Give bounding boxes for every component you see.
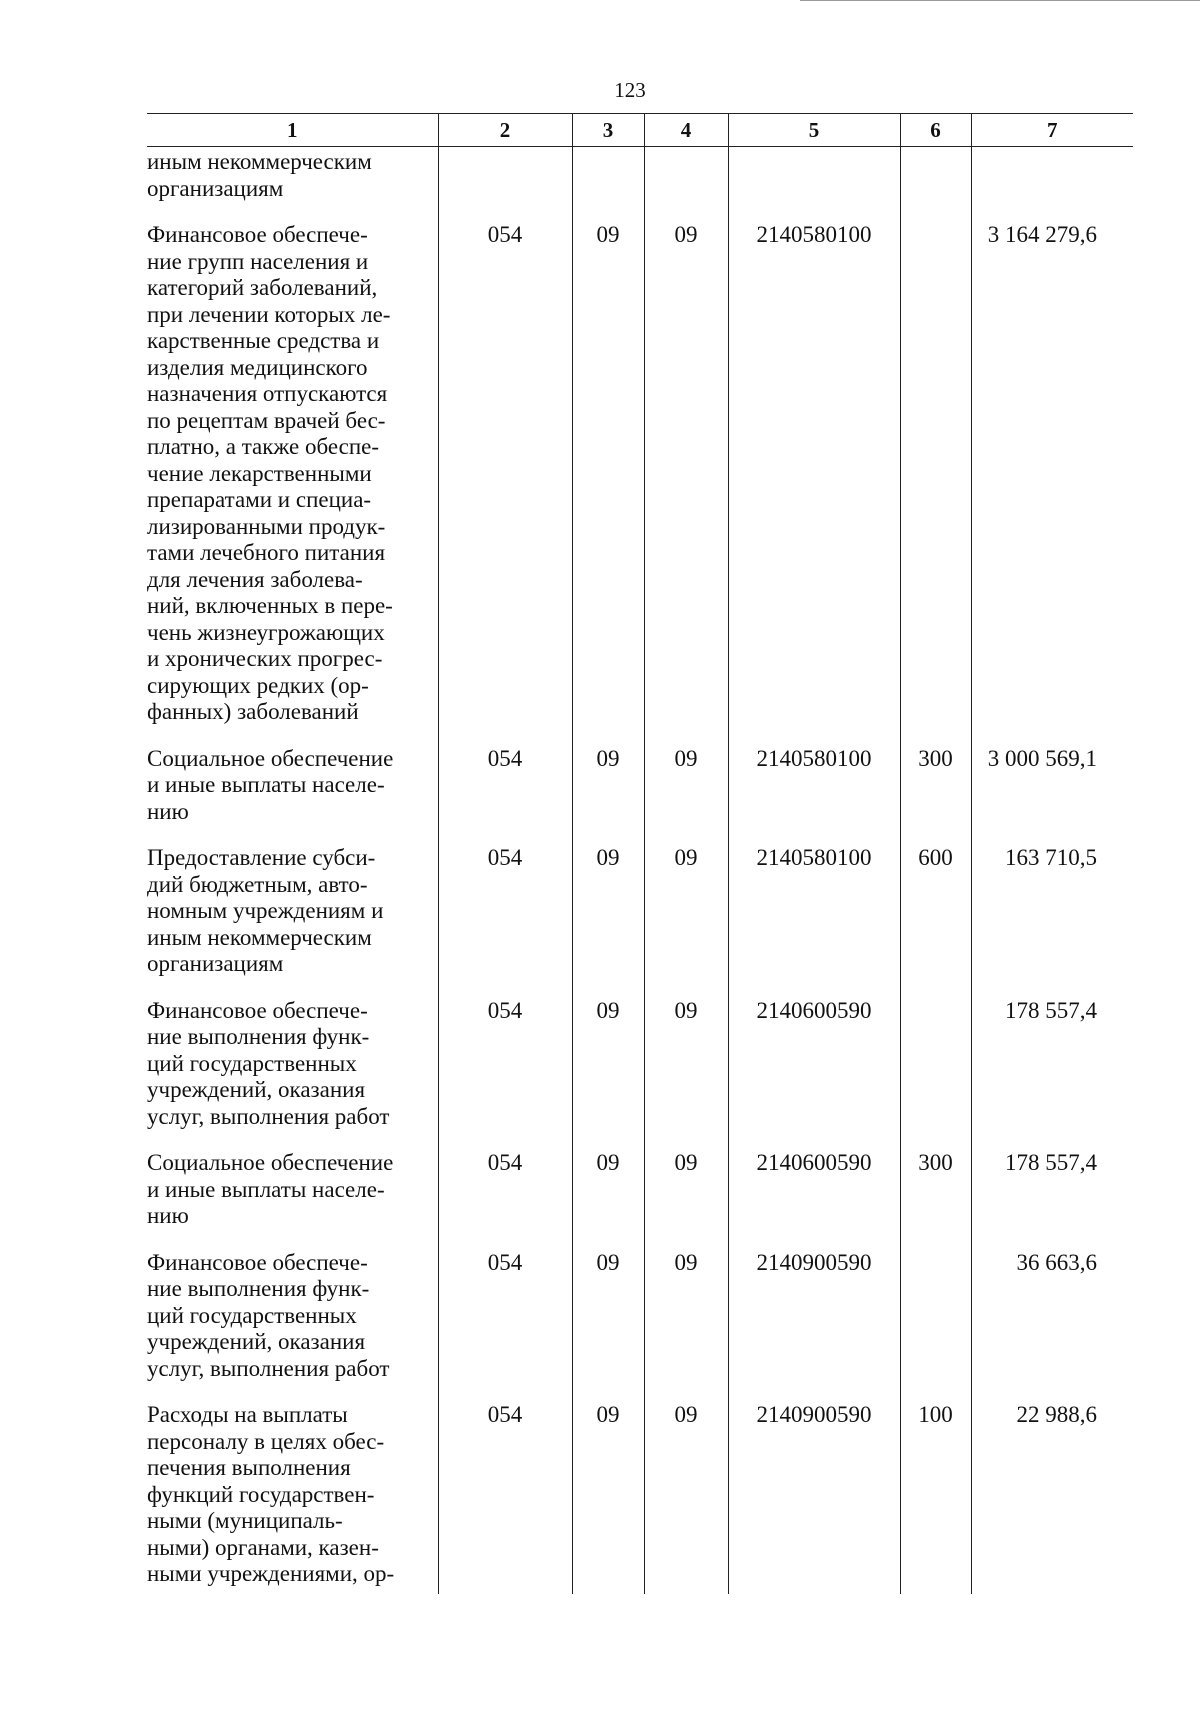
row-name-line: печения выполнения	[147, 1455, 351, 1480]
amount-cell: 163 710,5	[971, 835, 1133, 988]
row-name-line: персоналу в целях обес-	[147, 1428, 385, 1454]
table-row	[147, 147, 1133, 213]
section-code-cell: 09	[572, 1140, 644, 1240]
row-name-line: при лечении которых ле-	[147, 301, 391, 327]
row-name-line: услуг, выполнения работ	[147, 1103, 390, 1129]
row-name-line: ций государственных	[147, 1302, 357, 1328]
row-name-line: и иные выплаты населе-	[147, 1176, 385, 1202]
row-name-line: и иные выплаты населе-	[147, 772, 385, 797]
row-name-line: Предоставление субси-	[147, 845, 376, 870]
column-header: 1	[147, 114, 438, 147]
ministry-code-cell: 054	[438, 1240, 572, 1393]
target-article-cell: 2140580100	[728, 736, 900, 836]
ministry-code-cell: 054	[438, 1140, 572, 1240]
table-row	[147, 1392, 1133, 1594]
row-name-line: ние групп населения и	[147, 248, 369, 274]
amount-cell: 3 164 279,6	[971, 212, 1133, 736]
row-name-line: организациям	[147, 951, 284, 976]
row-name-line: чень жизнеугрожающих	[147, 619, 385, 645]
expense-type-cell	[900, 212, 971, 736]
row-name-line: Расходы на выплаты	[147, 1402, 348, 1427]
subsection-code-cell: 09	[644, 1392, 728, 1594]
row-name-line: нию	[147, 1203, 189, 1228]
row-name-line: для лечения заболева-	[147, 566, 363, 592]
row-name-line: учреждений, оказания	[147, 1329, 366, 1354]
column-header: 3	[572, 114, 644, 147]
table-row	[147, 1140, 1133, 1240]
row-name-line: и хронических прогрес-	[147, 646, 383, 671]
table-row	[147, 212, 1133, 736]
section-code-cell: 09	[572, 212, 644, 736]
row-name-cell	[147, 212, 438, 736]
target-article-cell: 2140900590	[728, 1392, 900, 1594]
section-code-cell: 09	[572, 988, 644, 1141]
subsection-code-cell	[644, 147, 728, 213]
section-code-cell	[572, 147, 644, 213]
ministry-code-cell: 054	[438, 988, 572, 1141]
amount-cell: 22 988,6	[971, 1392, 1133, 1594]
row-name-line: изделия медицинского	[147, 354, 368, 380]
table-row	[147, 736, 1133, 836]
amount-cell: 36 663,6	[971, 1240, 1133, 1393]
ministry-code-cell	[438, 147, 572, 213]
expense-type-cell: 300	[900, 1140, 971, 1240]
expense-type-cell	[900, 988, 971, 1141]
column-header: 4	[644, 114, 728, 147]
row-name-line: по рецептам врачей бес-	[147, 407, 386, 433]
page-number: 123	[614, 78, 646, 102]
row-name-cell	[147, 988, 438, 1141]
row-name-line: дий бюджетным, авто-	[147, 871, 368, 897]
amount-cell: 3 000 569,1	[971, 736, 1133, 836]
row-name-cell	[147, 1392, 438, 1594]
row-name-line: Финансовое обеспече-	[147, 997, 368, 1023]
subsection-code-cell: 09	[644, 1140, 728, 1240]
section-code-cell: 09	[572, 835, 644, 988]
amount-cell: 178 557,4	[971, 1140, 1133, 1240]
section-code-cell: 09	[572, 736, 644, 836]
subsection-code-cell: 09	[644, 1240, 728, 1393]
ministry-code-cell: 054	[438, 212, 572, 736]
row-name-line: категорий заболеваний,	[147, 275, 378, 300]
row-name-line: ние выполнения функ-	[147, 1024, 370, 1049]
subsection-code-cell: 09	[644, 835, 728, 988]
column-header: 7	[971, 114, 1133, 147]
expense-type-cell: 100	[900, 1392, 971, 1594]
subsection-code-cell: 09	[644, 212, 728, 736]
row-name-cell	[147, 1240, 438, 1393]
row-name-line: нию	[147, 798, 189, 824]
ministry-code-cell: 054	[438, 835, 572, 988]
row-name-line: ными (муниципаль-	[147, 1508, 343, 1533]
column-header: 2	[438, 114, 572, 147]
table-row	[147, 835, 1133, 988]
row-name-line: ными) органами, казен-	[147, 1534, 379, 1560]
row-name-line: номным учреждениям и	[147, 898, 384, 923]
row-name-line: иным некоммерческим	[147, 924, 372, 950]
row-name-line: иным некоммерческим	[147, 149, 372, 174]
row-name-line: ными учреждениями, ор-	[147, 1561, 395, 1586]
table-row	[147, 988, 1133, 1141]
target-article-cell: 2140580100	[728, 835, 900, 988]
section-code-cell: 09	[572, 1392, 644, 1594]
row-name-line: ние выполнения функ-	[147, 1276, 370, 1301]
target-article-cell	[728, 147, 900, 213]
row-name-cell	[147, 1140, 438, 1240]
row-name-line: функций государствен-	[147, 1481, 375, 1507]
row-name-cell	[147, 736, 438, 836]
row-name-line: Финансовое обеспече-	[147, 1249, 368, 1275]
row-name-line: лизированными продук-	[147, 513, 386, 539]
row-name-cell	[147, 147, 438, 213]
amount-cell	[971, 147, 1133, 213]
expense-type-cell	[900, 1240, 971, 1393]
expense-type-cell: 600	[900, 835, 971, 988]
budget-table	[147, 113, 1133, 1594]
row-name-line: карственные средства и	[147, 328, 380, 353]
subsection-code-cell: 09	[644, 988, 728, 1141]
row-name-line: платно, а также обеспе-	[147, 434, 380, 459]
row-name-line: Социальное обеспечение	[147, 745, 394, 771]
target-article-cell: 2140900590	[728, 1240, 900, 1393]
row-name-line: ний, включенных в пере-	[147, 593, 393, 618]
row-name-line: учреждений, оказания	[147, 1077, 366, 1102]
row-name-line: чение лекарственными	[147, 460, 372, 486]
ministry-code-cell: 054	[438, 736, 572, 836]
row-name-line: фанных) заболеваний	[147, 699, 359, 724]
row-name-line: назначения отпускаются	[147, 381, 388, 406]
target-article-cell: 2140580100	[728, 212, 900, 736]
row-name-line: тами лечебного питания	[147, 540, 386, 565]
row-name-line: услуг, выполнения работ	[147, 1355, 390, 1381]
expense-type-cell	[900, 147, 971, 213]
row-name-line: сирующих редких (ор-	[147, 672, 369, 698]
row-name-line: ций государственных	[147, 1050, 357, 1076]
subsection-code-cell: 09	[644, 736, 728, 836]
section-code-cell: 09	[572, 1240, 644, 1393]
column-header: 6	[900, 114, 971, 147]
row-name-line: Финансовое обеспече-	[147, 222, 368, 247]
expense-type-cell: 300	[900, 736, 971, 836]
row-name-line: организациям	[147, 175, 284, 201]
amount-cell: 178 557,4	[971, 988, 1133, 1141]
table-body	[147, 147, 1133, 1595]
row-name-line: препаратами и специа-	[147, 487, 372, 512]
column-header: 5	[728, 114, 900, 147]
row-name-cell	[147, 835, 438, 988]
row-name-line: Социальное обеспечение	[147, 1150, 394, 1175]
table-row	[147, 1240, 1133, 1393]
target-article-cell: 2140600590	[728, 988, 900, 1141]
scan-top-rule	[800, 0, 1200, 1]
table-header-row	[147, 114, 1133, 147]
ministry-code-cell: 054	[438, 1392, 572, 1594]
target-article-cell: 2140600590	[728, 1140, 900, 1240]
